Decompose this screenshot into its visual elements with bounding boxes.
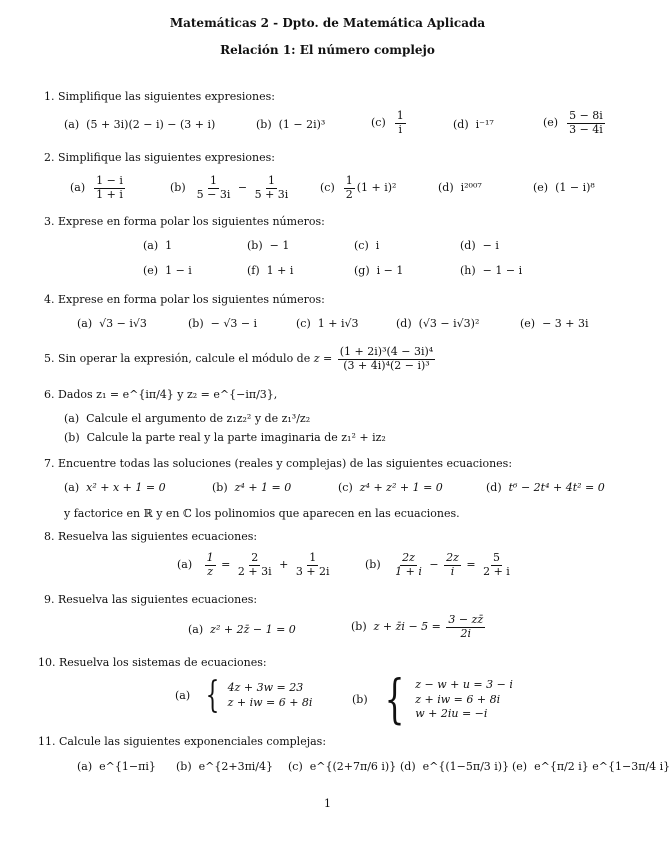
ex11-item-a: (a) e^{1−πi} — [77, 760, 156, 773]
exercise-10: 10. Resuelva los sistemas de ecuaciones: — [38, 656, 267, 669]
ex1-item-a: (a) (5 + 3i)(2 − i) − (3 + i) — [64, 118, 216, 131]
ex7-item-b: (b) z⁴ + 1 = 0 — [212, 481, 292, 494]
ex3-item-e: (e) 1 − i — [143, 264, 192, 277]
ex1-item-b: (b) (1 − 2i)³ — [256, 118, 326, 131]
ex2-item-a: (a) $\frac{1 - i}{1 + i}$ — [70, 174, 123, 201]
ex8-item-a: (a) $\frac{1}{z}$ = $\frac{2}{2 + 3i}$ + $\frac{1}{3 + 2i}$ — [177, 551, 330, 578]
ex3-item-f: (f) 1 + i — [247, 264, 294, 277]
ex6-item-a: (a) Calcule el argumento de z₁z₂² y de z₁³/z₂ — [64, 412, 311, 425]
ex7-item-d: (d) t⁶ − 2t⁴ + 4t² = 0 — [486, 481, 605, 494]
exercise-11: 11. Calcule las siguientes exponenciales complejas: — [38, 735, 327, 748]
ex10-item-b: (b) { z − w + u = 3 − i z + iw = 6 + 8i w + 2iu = −i — [352, 670, 513, 730]
ex4-item-a: (a) √3 − i√3 — [77, 317, 147, 330]
ex3-item-a: (a) 1 — [143, 239, 173, 252]
ex7-item-a: (a) x² + x + 1 = 0 — [64, 481, 166, 494]
ex3-item-g: (g) i − 1 — [354, 264, 404, 277]
exercise-9: 9. Resuelva las siguientes ecuaciones: — [44, 593, 258, 606]
ex4-item-b: (b) − √3 − i — [188, 317, 258, 330]
ex4-item-d: (d) (√3 − i√3)² — [396, 317, 480, 330]
ex3-item-c: (c) i — [354, 239, 380, 252]
ex1-item-e: (e) $\frac{5 - 8i}{3 - 4i}$ — [543, 109, 603, 136]
ex7-item-c: (c) z⁴ + z² + 1 = 0 — [338, 481, 443, 494]
exercise-3: 3. Exprese en forma polar los siguientes números: — [44, 215, 325, 228]
ex6-item-b: (b) Calcule la parte real y la parte imaginaria de z₁² + iz₂ — [64, 431, 386, 444]
left-brace-icon: { — [384, 670, 405, 730]
ex7-note: y factorice en ℝ y en ℂ los polinomios que aparecen en las ecuaciones. — [64, 507, 460, 520]
left-brace-icon: { — [205, 675, 219, 716]
exercise-2: 2. Simplifique las siguientes expresiones: — [44, 151, 275, 164]
exercise-1: 1. Simplifique las siguientes expresiones: — [44, 90, 275, 103]
ex3-item-b: (b) − 1 — [247, 239, 290, 252]
exercise-4: 4. Exprese en forma polar los siguientes números: — [44, 293, 325, 306]
ex11-item-b: (b) e^{2+3πi/4} — [176, 760, 274, 773]
ex2-item-b: (b) $\frac{1}{5 - 3i}$ − $\frac{1}{5 + 3i}$ — [170, 174, 289, 201]
ex3-item-d: (d) − i — [460, 239, 499, 252]
ex11-item-d: (d) e^{(1−5π/3 i)} — [400, 760, 510, 773]
ex11-item-e: (e) e^{π/2 i} e^{1−3π/4 i} — [512, 760, 670, 773]
ex9-item-a: (a) z² + 2z̄ − 1 = 0 — [188, 623, 296, 636]
exercise-5: 5. Sin operar la expresión, calcule el módulo de z = $\frac{\text{(1 + 2i)³(4 − 3i)⁴}}{\text{(3 + 4i)⁴(2 − i)³}}$ — [44, 345, 434, 372]
ex11-item-c: (c) e^{(2+7π/6 i)} — [288, 760, 397, 773]
document-title: Matemáticas 2 - Dpto. de Matemática Aplicada — [169, 16, 486, 30]
ex8-item-b: (b) $\frac{2z}{1 + i}$ − $\frac{2z}{i}$ = $\frac{5}{2 + i}$ — [365, 551, 510, 578]
ex4-item-c: (c) 1 + i√3 — [296, 317, 359, 330]
ex2-item-e: (e) (1 − i)⁸ — [533, 181, 595, 194]
document-subtitle: Relación 1: El número complejo — [220, 43, 435, 57]
page-number: 1 — [324, 797, 331, 810]
ex3-item-h: (h) − 1 − i — [460, 264, 523, 277]
ex2-item-d: (d) i²⁰⁰⁷ — [438, 181, 482, 194]
ex9-item-b: (b) z + z̄i − 5 = $\frac{3 - zz̄}{2i}$ — [351, 613, 484, 640]
ex1-item-d: (d) i⁻¹⁷ — [453, 118, 494, 131]
ex2-item-c: (c) $\frac{1}{2}$ (1 + i)² — [320, 174, 397, 201]
ex10-item-a: (a) { 4z + 3w = 23 z + iw = 6 + 8i — [175, 675, 313, 716]
ex4-item-e: (e) − 3 + 3i — [520, 317, 589, 330]
ex1-item-c: (c) $\frac{1}{i}$ — [371, 109, 404, 136]
exercise-8: 8. Resuelva las siguientes ecuaciones: — [44, 530, 258, 543]
exercise-7: 7. Encuentre todas las soluciones (reales y complejas) de las siguientes ecuaciones: — [44, 457, 513, 470]
exercise-6: 6. Dados z₁ = e^{iπ/4} y z₂ = e^{−iπ/3}, — [44, 388, 278, 401]
